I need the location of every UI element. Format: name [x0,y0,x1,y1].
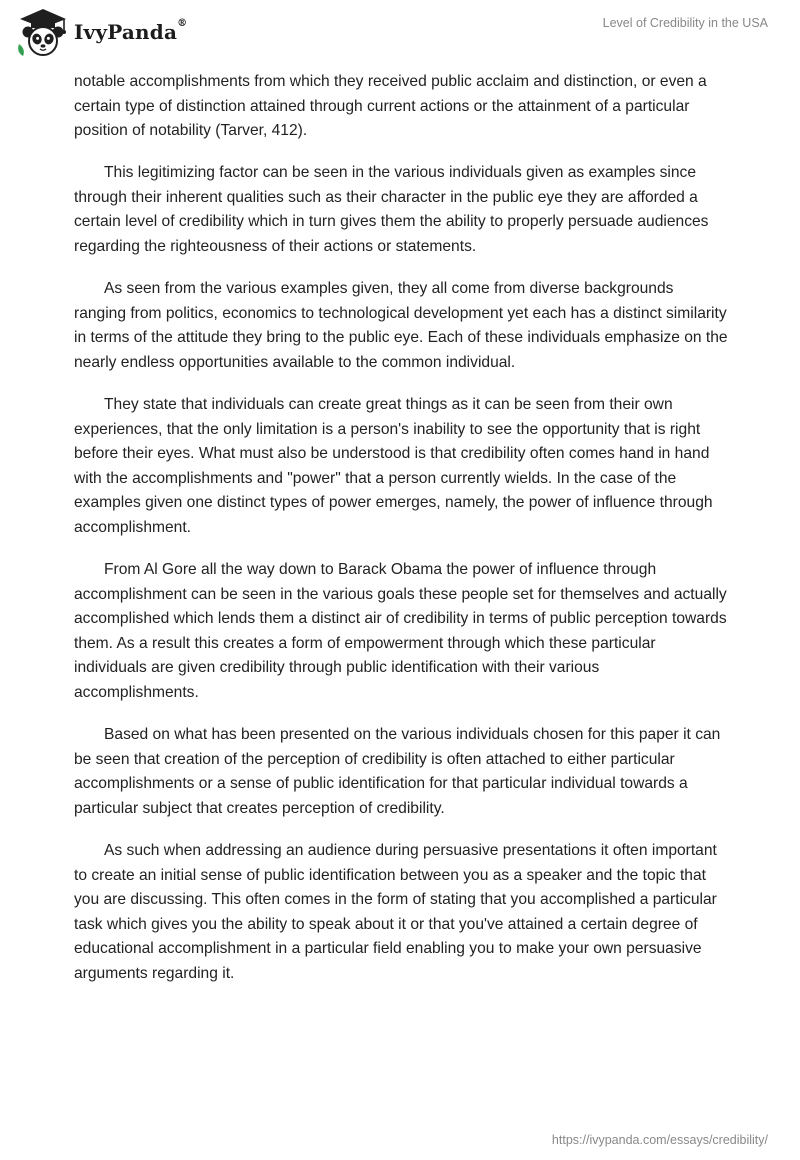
paragraph-2: This legitimizing factor can be seen in the various individuals given as examples since through their inherent qualities such as their character in the public eye they are afforded a certain level of credibility which in turn gives them the ability to properly persuade audiences regarding the righteousness of their actions or statements. [74,164,709,256]
paragraph-7: As such when addressing an audience during persuasive presentations it often important to create an initial sense of public identification between you as a speaker and the topic that you are discussing. This often comes in the form of stating that you accomplished a particular task which gives you the ability to speak about it or that you've attained a certain degree of educational accomplishment in a particular field enabling you to make your own persuasive arguments regarding it. [74,842,717,982]
panda-graduate-icon [14,6,72,58]
page-header [0,0,800,70]
source-url[interactable]: https://ivypanda.com/essays/credibility/ [551,1133,768,1147]
essay-body [74,70,728,1004]
paragraph-3: As seen from the various examples given, they all come from diverse backgrounds ranging from politics, economics to technological development yet each has a distinct similarity in terms of the attitude they bring to the public eye. Each of these individuals emphasize on the nearly endless opportunities available to the common individual. [74,280,728,371]
paragraph-1: notable accomplishments from which they received public acclaim and distinction, or even a certain type of distinction attained through current actions or the attainment of a particular position of notability (Tarver, 412). [74,73,707,140]
brand-text: IvyPanda [74,20,178,44]
document-title: Level of Credibility in the USA [602,16,768,30]
paragraph-4: They state that individuals can create great things as it can be seen from their own experiences, that the only limitation is a person's inability to see the opportunity that is right before their eyes. What must also be understood is that credibility often comes hand in hand with the accomplishments and "power" that a person currently wields. In the case of the examples given one distinct types of power emerges, namely, the power of influence through accomplishment. [74,396,713,536]
paragraph-5: From Al Gore all the way down to Barack Obama the power of influence through accomplishment can be seen in the various goals these people set for themselves and actually accomplished which lends them a distinct air of credibility in terms of public perception towards them. As a result this creates a form of empowerment through which these particular individuals are given credibility through public identification with their various accomplishments. [74,561,727,702]
ivypanda-logo[interactable] [14,6,187,58]
registered-mark: ® [177,18,188,29]
paragraph-6: Based on what has been presented on the various individuals chosen for this paper it can be seen that creation of the perception of credibility is often attached to either particular accomplishments or a sense of public identification for that particular individual towards a particular subject that creates perception of credibility. [74,726,721,817]
brand-name [74,20,187,44]
